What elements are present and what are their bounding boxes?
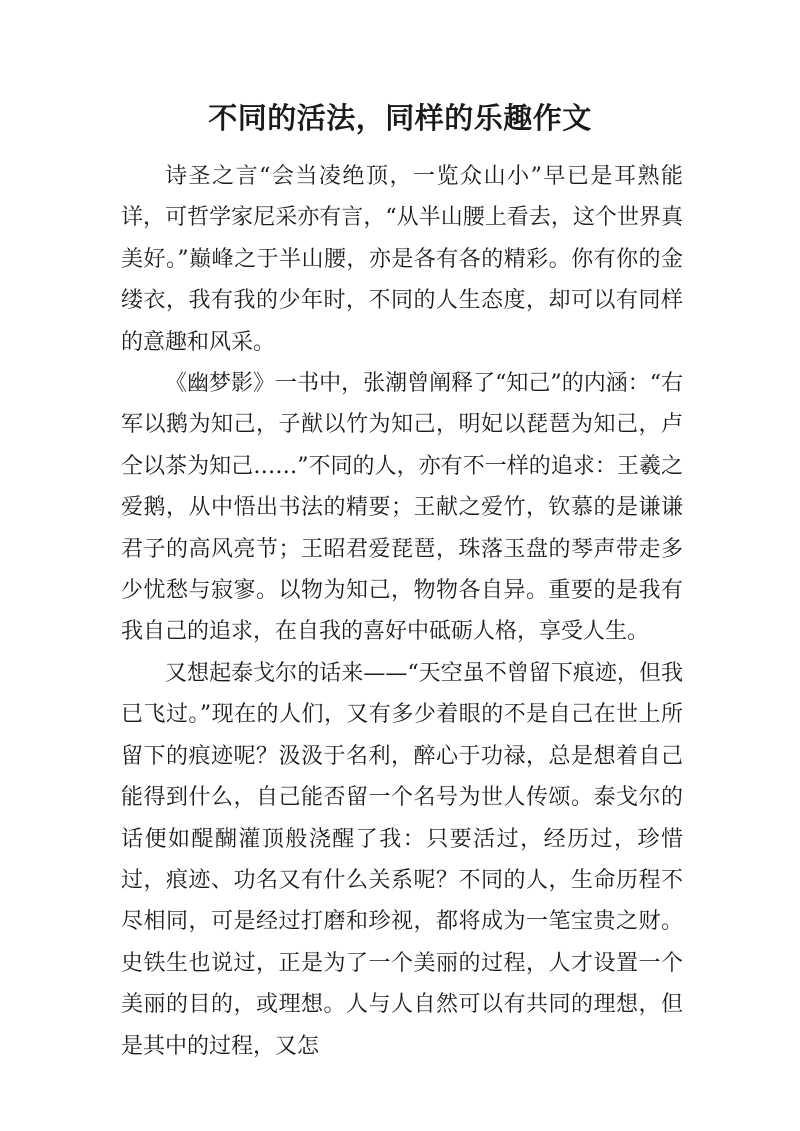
- document-title: 不同的活法，同样的乐趣作文: [208, 101, 592, 135]
- document-body: [121, 156, 683, 1067]
- paragraph-1: 诗圣之言“会当凌绝顶，一览众山小”早已是耳熟能详，可哲学家尼采亦有言，“从半山腰上看去，这个世界真美好。”巅峰之于半山腰，亦是各有各的精彩。你有你的金缕衣，我有我的少年时，不同的人生态度，却可以有同样的意趣和风采。: [121, 164, 683, 355]
- paragraph-2: 《幽梦影》一书中，张潮曾阐释了“知己”的内涵：“右军以鹅为知己，子猷以竹为知己，明妃以琵琶为知己，卢仝以茶为知己……”不同的人，亦有不一样的追求：王羲之爱鹅，从中悟出书法的精要；王献之爱竹，钦慕的是谦谦君子的高风亮节；王昭君爱琵琶，珠落玉盘的琴声带走多少忧愁与寂寥。以物为知己，物物各自异。重要的是我有我自己的追求，在自我的喜好中砥砺人格，享受人生。: [121, 371, 683, 645]
- paragraph-3: 又想起泰戈尔的话来——“天空虽不曾留下痕迹，但我已飞过。”现在的人们，又有多少着眼的不是自己在世上所留下的痕迹呢？汲汲于名利，醉心于功禄，总是想着自己能得到什么，自己能否留一个名号为世人传颂。泰戈尔的话便如醍醐灌顶般浇醒了我：只要活过，经历过，珍惜过，痕迹、功名又有什么关系呢？不同的人，生命历程不尽相同，可是经过打磨和珍视，都将成为一笔宝贵之财。史铁生也说过，正是为了一个美丽的过程，人才设置一个美丽的目的，或理想。人与人自然可以有共同的理想，但是其中的过程，又怎: [121, 660, 683, 1059]
